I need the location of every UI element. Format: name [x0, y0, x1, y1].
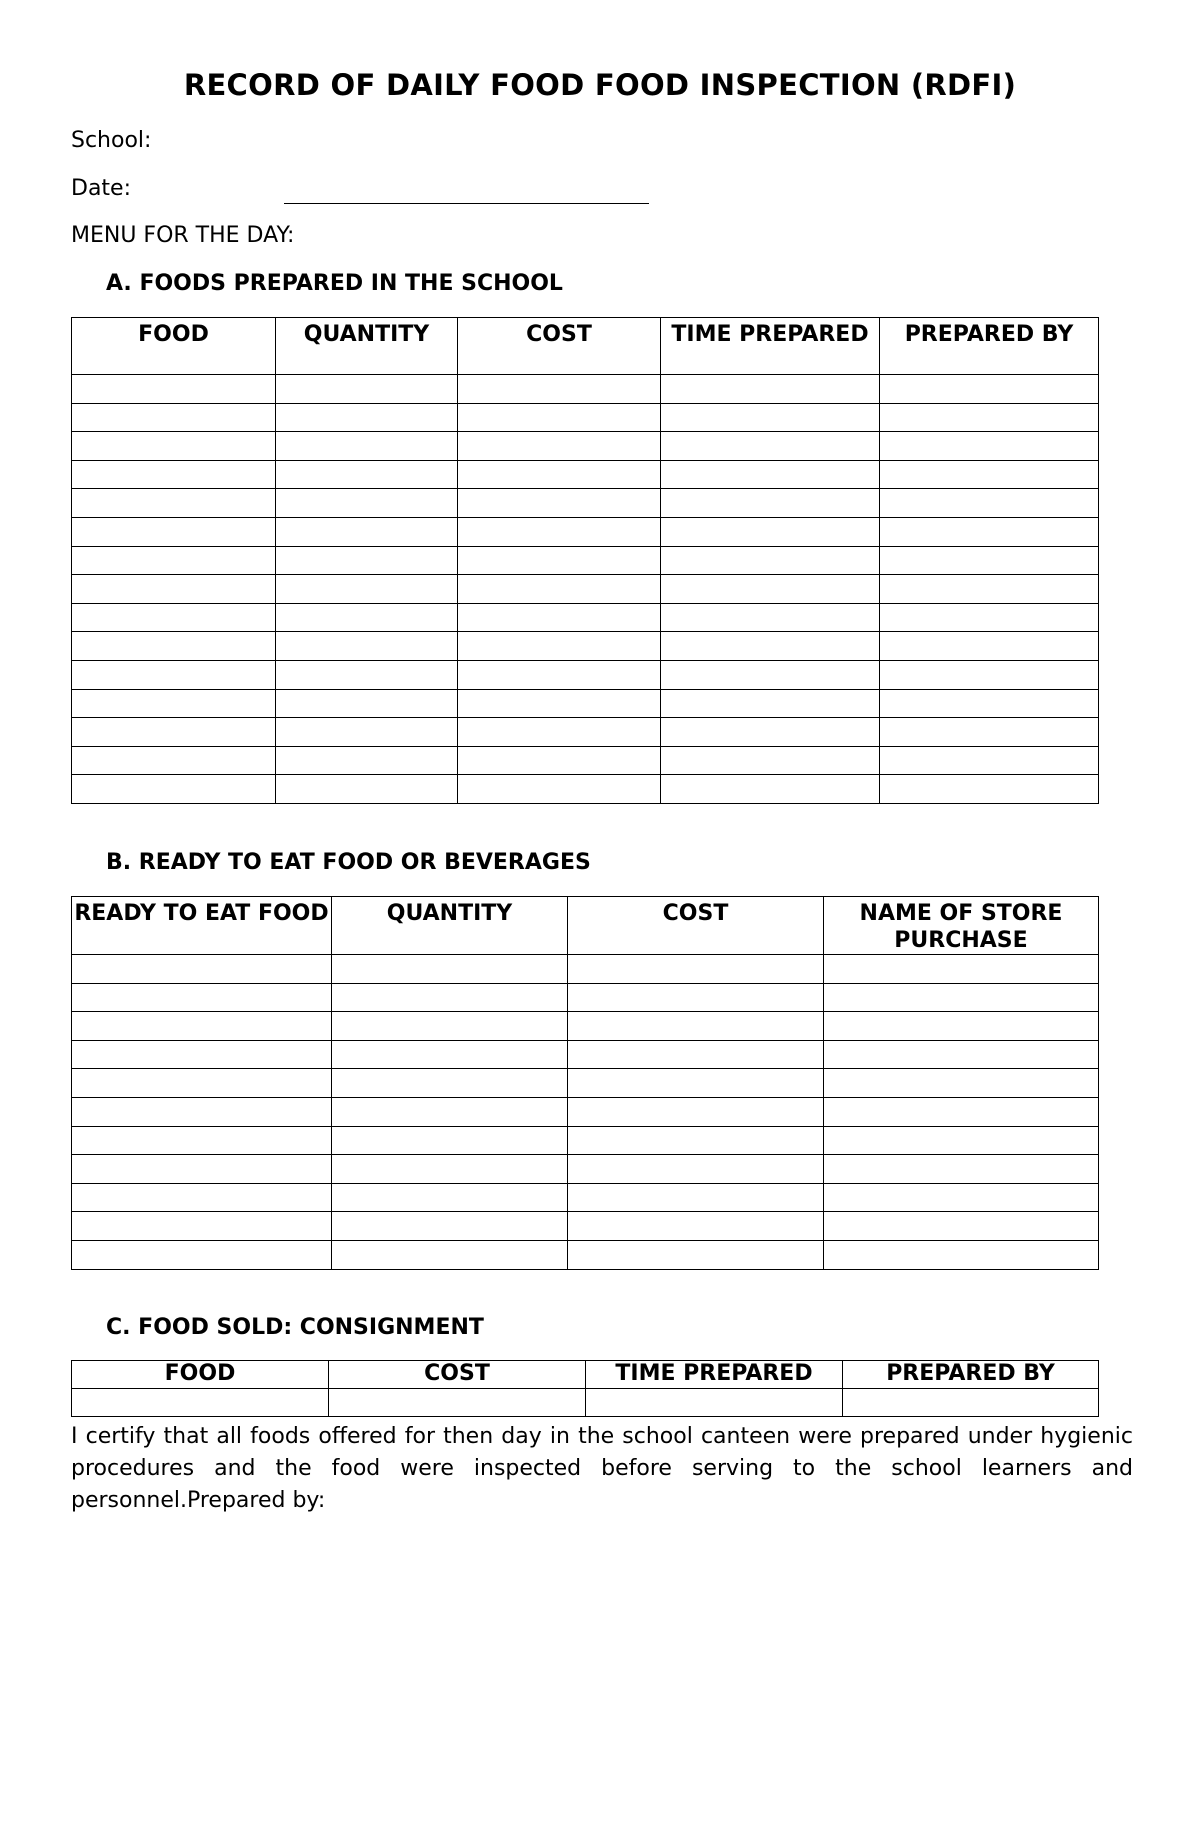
table-row — [72, 689, 1099, 718]
table-cell[interactable] — [276, 489, 458, 518]
table-row — [72, 603, 1099, 632]
table-cell[interactable] — [276, 517, 458, 546]
table-cell[interactable] — [72, 1097, 332, 1126]
table-cell[interactable] — [880, 403, 1099, 432]
table-cell[interactable] — [568, 1240, 824, 1269]
table-cell[interactable] — [276, 689, 458, 718]
table-cell[interactable] — [72, 546, 276, 575]
table-cell[interactable] — [72, 1040, 332, 1069]
column-header-time-prepared: TIME PREPARED — [586, 1361, 843, 1389]
table-cell[interactable] — [880, 375, 1099, 404]
column-header-quantity: QUANTITY — [332, 897, 568, 955]
section-c-heading: C. FOOD SOLD: CONSIGNMENT — [106, 1315, 484, 1340]
table-cell[interactable] — [880, 718, 1099, 747]
table-cell[interactable] — [332, 1040, 568, 1069]
column-header-food: FOOD — [72, 1361, 329, 1389]
foods-prepared-table — [71, 317, 1099, 804]
column-header-store-name: NAME OF STORE PURCHASE — [824, 897, 1099, 955]
table-row — [72, 489, 1099, 518]
table-cell[interactable] — [880, 775, 1099, 804]
table-cell[interactable] — [458, 432, 661, 461]
table-cell[interactable] — [824, 983, 1099, 1012]
table-cell[interactable] — [332, 1183, 568, 1212]
table-cell[interactable] — [332, 983, 568, 1012]
table-cell[interactable] — [458, 460, 661, 489]
table-cell[interactable] — [276, 603, 458, 632]
table-cell[interactable] — [72, 1389, 329, 1417]
table-cell[interactable] — [332, 1126, 568, 1155]
table-cell[interactable] — [824, 1183, 1099, 1212]
table-cell[interactable] — [661, 517, 880, 546]
table-cell[interactable] — [72, 603, 276, 632]
table-cell[interactable] — [72, 460, 276, 489]
table-cell[interactable] — [661, 632, 880, 661]
table-cell[interactable] — [329, 1389, 586, 1417]
table-cell[interactable] — [824, 1212, 1099, 1241]
table-row — [72, 375, 1099, 404]
table-cell[interactable] — [458, 746, 661, 775]
table-cell[interactable] — [72, 718, 276, 747]
table-cell[interactable] — [661, 689, 880, 718]
table-cell[interactable] — [458, 489, 661, 518]
table-cell[interactable] — [568, 1040, 824, 1069]
column-header-cost: COST — [568, 897, 824, 955]
table-row — [72, 955, 1099, 984]
table-cell[interactable] — [661, 460, 880, 489]
table-row — [72, 1212, 1099, 1241]
table-cell[interactable] — [276, 746, 458, 775]
date-blank-line — [284, 203, 649, 204]
table-row — [72, 432, 1099, 461]
table-cell[interactable] — [276, 718, 458, 747]
table-cell[interactable] — [276, 375, 458, 404]
table-cell[interactable] — [880, 432, 1099, 461]
table-cell[interactable] — [458, 775, 661, 804]
table-cell[interactable] — [661, 775, 880, 804]
table-row — [72, 718, 1099, 747]
table-cell[interactable] — [661, 603, 880, 632]
table-cell[interactable] — [824, 1240, 1099, 1269]
column-header-food: FOOD — [72, 318, 276, 375]
consignment-table — [71, 1360, 1099, 1417]
table-row — [72, 660, 1099, 689]
table-cell[interactable] — [458, 375, 661, 404]
section-b-heading: B. READY TO EAT FOOD OR BEVERAGES — [106, 850, 591, 875]
table-row — [72, 460, 1099, 489]
table-cell[interactable] — [880, 460, 1099, 489]
table-cell[interactable] — [72, 983, 332, 1012]
table-cell[interactable] — [276, 460, 458, 489]
table-cell[interactable] — [72, 1212, 332, 1241]
table-cell[interactable] — [458, 575, 661, 604]
table-cell[interactable] — [72, 403, 276, 432]
table-row — [72, 1040, 1099, 1069]
table-row — [72, 1155, 1099, 1184]
table-cell[interactable] — [568, 1097, 824, 1126]
column-header-time-prepared: TIME PREPARED — [661, 318, 880, 375]
table-row — [72, 1389, 1099, 1417]
table-cell[interactable] — [276, 546, 458, 575]
table-cell[interactable] — [661, 746, 880, 775]
menu-label: MENU FOR THE DAY: — [71, 223, 295, 248]
table-cell[interactable] — [458, 403, 661, 432]
table-cell[interactable] — [661, 575, 880, 604]
table-cell[interactable] — [568, 1069, 824, 1098]
table-cell[interactable] — [824, 1126, 1099, 1155]
table-cell[interactable] — [458, 546, 661, 575]
table-cell[interactable] — [661, 375, 880, 404]
table-cell[interactable] — [332, 1155, 568, 1184]
table-row — [72, 775, 1099, 804]
table-cell[interactable] — [824, 1012, 1099, 1041]
table-cell[interactable] — [880, 546, 1099, 575]
table-cell[interactable] — [72, 575, 276, 604]
table-cell[interactable] — [72, 775, 276, 804]
table-cell[interactable] — [276, 632, 458, 661]
column-header-ready-to-eat-food: READY TO EAT FOOD — [72, 897, 332, 955]
table-cell[interactable] — [661, 660, 880, 689]
table-cell[interactable] — [72, 375, 276, 404]
table-body — [72, 1389, 1099, 1417]
table-row — [72, 1183, 1099, 1212]
table-cell[interactable] — [332, 1012, 568, 1041]
table-cell[interactable] — [72, 489, 276, 518]
table-cell[interactable] — [568, 1126, 824, 1155]
table-cell[interactable] — [72, 1155, 332, 1184]
table-row — [72, 1012, 1099, 1041]
table-cell[interactable] — [661, 489, 880, 518]
column-header-cost: COST — [458, 318, 661, 375]
table-cell[interactable] — [276, 403, 458, 432]
table-cell[interactable] — [72, 1183, 332, 1212]
date-label: Date: — [71, 176, 131, 201]
table-cell[interactable] — [880, 489, 1099, 518]
table-cell[interactable] — [824, 1040, 1099, 1069]
table-row — [72, 1069, 1099, 1098]
table-cell[interactable] — [276, 575, 458, 604]
table-row — [72, 1126, 1099, 1155]
table-cell[interactable] — [880, 632, 1099, 661]
school-label: School: — [71, 128, 152, 153]
table-cell[interactable] — [72, 1126, 332, 1155]
table-cell[interactable] — [880, 575, 1099, 604]
table-cell[interactable] — [661, 546, 880, 575]
table-cell[interactable] — [458, 718, 661, 747]
table-row — [72, 403, 1099, 432]
table-cell[interactable] — [332, 1240, 568, 1269]
ready-to-eat-table — [71, 896, 1099, 1270]
table-cell[interactable] — [332, 955, 568, 984]
column-header-prepared-by: PREPARED BY — [843, 1361, 1099, 1389]
column-header-quantity: QUANTITY — [276, 318, 458, 375]
column-header-cost: COST — [329, 1361, 586, 1389]
table-cell[interactable] — [72, 1240, 332, 1269]
table-cell[interactable] — [72, 1069, 332, 1098]
table-row — [72, 632, 1099, 661]
table-cell[interactable] — [568, 955, 824, 984]
table-cell[interactable] — [332, 1097, 568, 1126]
certification-statement: I certify that all foods offered for then day in the school canteen were prepared under hygienic procedures and the food were inspected before serving to the school learners and personnel.Prepared by: — [71, 1424, 1133, 1513]
table-cell[interactable] — [458, 689, 661, 718]
table-cell[interactable] — [568, 983, 824, 1012]
section-a-heading: A. FOODS PREPARED IN THE SCHOOL — [106, 271, 563, 296]
table-row — [72, 575, 1099, 604]
table-cell[interactable] — [276, 660, 458, 689]
table-cell[interactable] — [824, 1097, 1099, 1126]
table-cell[interactable] — [458, 660, 661, 689]
table-cell[interactable] — [568, 1012, 824, 1041]
table-body — [72, 375, 1099, 804]
table-cell[interactable] — [661, 718, 880, 747]
table-cell[interactable] — [568, 1212, 824, 1241]
table-row — [72, 1240, 1099, 1269]
table-cell[interactable] — [880, 603, 1099, 632]
table-cell[interactable] — [824, 955, 1099, 984]
table-cell[interactable] — [568, 1183, 824, 1212]
table-cell[interactable] — [661, 432, 880, 461]
table-cell[interactable] — [72, 632, 276, 661]
table-cell[interactable] — [586, 1389, 843, 1417]
table-cell[interactable] — [824, 1069, 1099, 1098]
column-header-prepared-by: PREPARED BY — [880, 318, 1099, 375]
table-cell[interactable] — [661, 403, 880, 432]
table-cell[interactable] — [276, 432, 458, 461]
table-cell[interactable] — [568, 1155, 824, 1184]
document-title: RECORD OF DAILY FOOD FOOD INSPECTION (RDFI) — [183, 68, 1017, 102]
table-cell[interactable] — [332, 1069, 568, 1098]
table-row — [72, 517, 1099, 546]
table-row — [72, 983, 1099, 1012]
table-cell[interactable] — [72, 432, 276, 461]
table-cell[interactable] — [458, 632, 661, 661]
table-row — [72, 746, 1099, 775]
table-row — [72, 546, 1099, 575]
table-cell[interactable] — [880, 660, 1099, 689]
table-cell[interactable] — [843, 1389, 1099, 1417]
table-cell[interactable] — [72, 746, 276, 775]
table-cell[interactable] — [72, 1012, 332, 1041]
table-body — [72, 955, 1099, 1270]
table-cell[interactable] — [880, 689, 1099, 718]
table-row — [72, 1097, 1099, 1126]
table-cell[interactable] — [72, 955, 332, 984]
table-cell[interactable] — [880, 517, 1099, 546]
table-cell[interactable] — [72, 517, 276, 546]
table-cell[interactable] — [72, 689, 276, 718]
table-cell[interactable] — [880, 746, 1099, 775]
table-cell[interactable] — [458, 603, 661, 632]
table-cell[interactable] — [276, 775, 458, 804]
table-cell[interactable] — [458, 517, 661, 546]
table-cell[interactable] — [824, 1155, 1099, 1184]
table-cell[interactable] — [332, 1212, 568, 1241]
table-cell[interactable] — [72, 660, 276, 689]
